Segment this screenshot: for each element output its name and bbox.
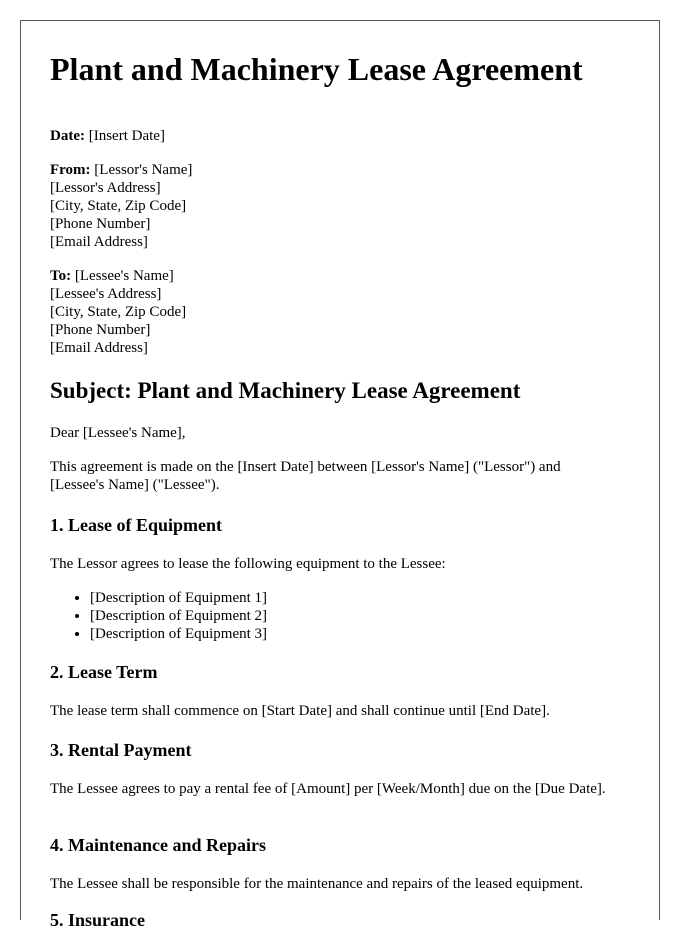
section-1-body [50, 555, 640, 573]
equipment-list-wrap [50, 589, 640, 643]
from-email-line: [Email Address] [50, 234, 148, 250]
date-label: Date: [50, 128, 85, 144]
section-2-body [50, 702, 640, 720]
section-heading: 3. Rental Payment [50, 740, 192, 760]
salutation-wrap [50, 424, 640, 442]
section-heading: 4. Maintenance and Repairs [50, 835, 266, 855]
to-email-line: [Email Address] [50, 340, 148, 356]
section-4 [50, 834, 640, 856]
list-item: • [Description of Equipment 1] [90, 589, 640, 607]
from-city-line: [City, State, Zip Code] [50, 198, 187, 214]
from-label: From: [50, 162, 91, 178]
subject-heading-wrap [50, 377, 640, 405]
section-heading: 5. Insurance [50, 910, 146, 930]
section-text: The Lessee shall be responsible for the maintenance and repairs of the leased equipment. [50, 876, 584, 892]
section-heading: 2. Lease Term [50, 662, 158, 682]
section-text: The Lessee agrees to pay a rental fee of [Amount] per [Week/Month] due on the [Due Date]. [50, 781, 606, 797]
section-1 [50, 514, 640, 536]
from-address-line: [Lessor's Address] [50, 180, 161, 196]
to-address-block [50, 267, 640, 357]
section-text: The lease term shall commence on [Start Date] and shall continue until [End Date]. [50, 703, 550, 719]
from-phone-line: [Phone Number] [50, 216, 151, 232]
from-name: [Lessor's Name] [90, 162, 193, 178]
intro-wrap [50, 458, 610, 494]
section-4-body [50, 875, 640, 893]
intro-paragraph: This agreement is made on the [Insert Date] between [Lessor's Name] ("Lessor") and [Lessee's Name] ("Lessee"). [50, 459, 561, 493]
section-text: The Lessor agrees to lease the following equipment to the Lessee: [50, 556, 446, 572]
to-label: To: [50, 268, 72, 284]
subject-heading: Subject: Plant and Machinery Lease Agreement [50, 378, 521, 403]
list-item: • [Description of Equipment 3] [90, 625, 640, 643]
salutation: Dear [Lessee's Name], [50, 425, 186, 441]
equipment-list [50, 589, 640, 643]
to-phone-line: [Phone Number] [50, 322, 151, 338]
list-item: • [Description of Equipment 2] [90, 607, 640, 625]
from-address-block [50, 161, 640, 251]
to-name: [Lessee's Name] [71, 268, 174, 284]
document-page [20, 20, 660, 930]
section-5 [50, 909, 640, 931]
section-3-body [50, 780, 610, 798]
date-line [50, 127, 640, 145]
to-city-line: [City, State, Zip Code] [50, 304, 187, 320]
section-2 [50, 661, 640, 683]
section-heading: 1. Lease of Equipment [50, 515, 223, 535]
document-title: Plant and Machinery Lease Agreement [50, 51, 583, 87]
to-address-line: [Lessee's Address] [50, 286, 162, 302]
date-value: [Insert Date] [84, 128, 165, 144]
section-3 [50, 739, 640, 761]
